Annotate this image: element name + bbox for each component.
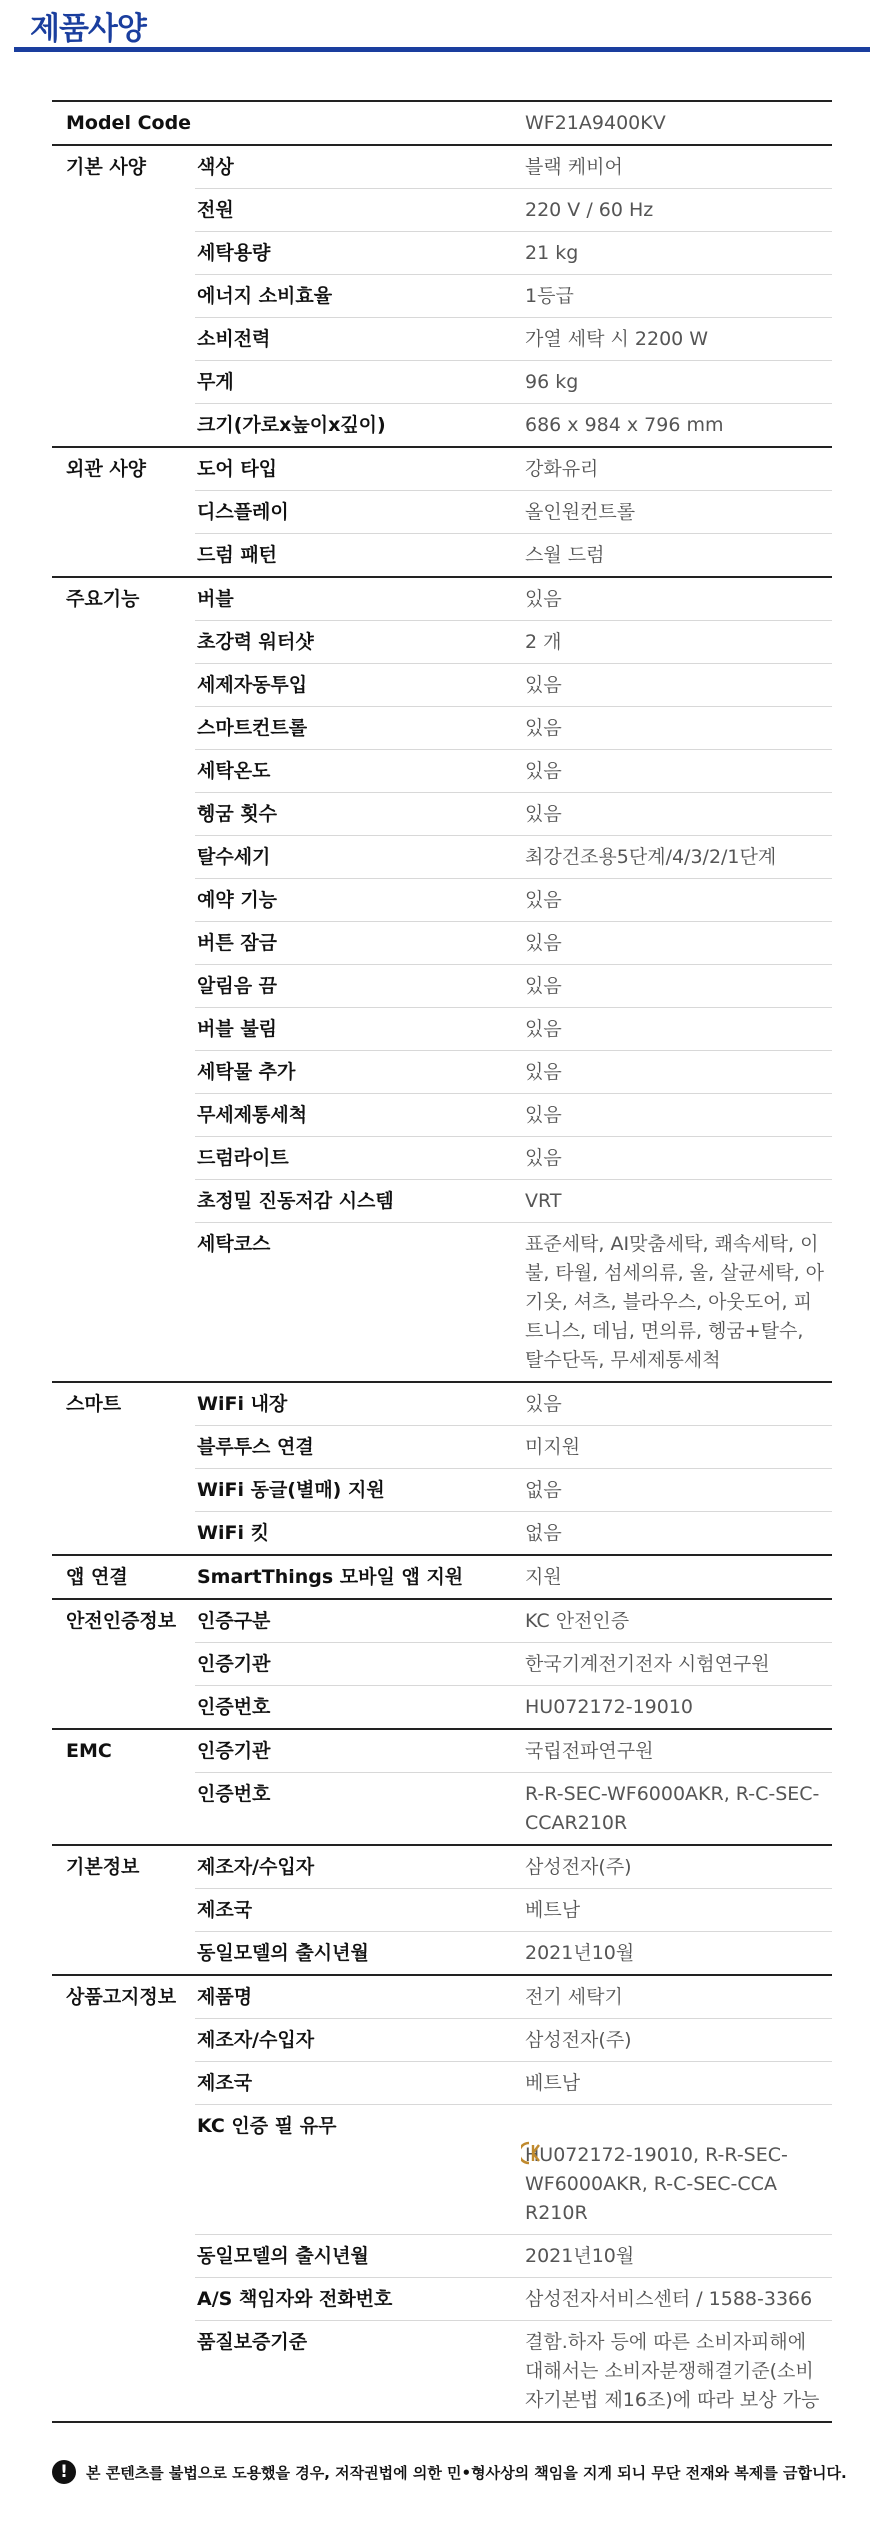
spec-name: 인증기관 — [195, 1643, 511, 1686]
spec-name: SmartThings 모바일 앱 지원 — [195, 1555, 511, 1599]
spec-name: 에너지 소비효율 — [195, 275, 511, 318]
spec-category — [52, 750, 195, 793]
spec-category: 상품고지정보 — [52, 1975, 195, 2019]
spec-value: 없음 — [511, 1469, 832, 1512]
spec-category — [52, 965, 195, 1008]
spec-category: 기본 사양 — [52, 145, 195, 189]
spec-name: 스마트컨트롤 — [195, 707, 511, 750]
spec-row — [52, 2278, 832, 2321]
spec-name: 초강력 워터샷 — [195, 621, 511, 664]
spec-category: 주요기능 — [52, 577, 195, 621]
spec-name: 소비전력 — [195, 318, 511, 361]
spec-category — [52, 1469, 195, 1512]
spec-name: 탈수세기 — [195, 836, 511, 879]
spec-row — [52, 707, 832, 750]
spec-row — [52, 2019, 832, 2062]
page-header — [14, 0, 870, 52]
spec-category — [52, 1180, 195, 1223]
spec-category — [52, 1889, 195, 1932]
spec-name: 도어 타입 — [195, 447, 511, 491]
spec-category — [52, 2019, 195, 2062]
spec-category — [52, 1051, 195, 1094]
spec-category — [52, 2062, 195, 2105]
spec-row — [52, 922, 832, 965]
spec-value: VRT — [511, 1180, 832, 1223]
spec-name: 버블 — [195, 577, 511, 621]
spec-row — [52, 1555, 832, 1599]
spec-value: 2021년10월 — [511, 2235, 832, 2278]
spec-value: 삼성전자(주) — [511, 1845, 832, 1889]
spec-name: 버블 불림 — [195, 1008, 511, 1051]
spec-category — [52, 2235, 195, 2278]
spec-row — [52, 1051, 832, 1094]
spec-row — [52, 1729, 832, 1773]
spec-category — [52, 404, 195, 448]
spec-value: 국립전파연구원 — [511, 1729, 832, 1773]
spec-row — [52, 664, 832, 707]
spec-category — [52, 2105, 195, 2235]
spec-name: WiFi 킷 — [195, 1512, 511, 1556]
spec-row — [52, 1932, 832, 1976]
spec-name: 예약 기능 — [195, 879, 511, 922]
spec-category — [52, 189, 195, 232]
spec-row — [52, 1889, 832, 1932]
page-title: 제품사양 — [30, 11, 146, 47]
spec-row — [52, 1094, 832, 1137]
spec-category — [52, 1932, 195, 1976]
spec-value: 가열 세탁 시 2200 W — [511, 318, 832, 361]
spec-category — [52, 621, 195, 664]
copyright-notice — [52, 2460, 852, 2484]
spec-value: 표준세탁, AI맞춤세탁, 쾌속세탁, 이불, 타월, 섬세의류, 울, 살균세탁, 아기옷, 셔츠, 블라우스, 아웃도어, 피트니스, 데님, 면의류, 헹굼+탈수, 탈수단독, 무세제통세척 — [511, 1223, 832, 1383]
exclamation-circle-icon: ! — [52, 2460, 76, 2484]
spec-row — [52, 1008, 832, 1051]
spec-row — [52, 2105, 832, 2235]
spec-name: 무세제통세척 — [195, 1094, 511, 1137]
spec-row — [52, 1773, 832, 1846]
spec-row — [52, 750, 832, 793]
spec-row — [52, 318, 832, 361]
spec-name: 인증기관 — [195, 1729, 511, 1773]
spec-category: EMC — [52, 1729, 195, 1773]
kc-value-text: HU072172-19010, R-R-SEC-WF6000AKR, R-C-SEC-CCA R210R — [525, 2144, 788, 2224]
spec-row — [52, 577, 832, 621]
spec-name — [195, 101, 511, 145]
spec-value: 1등급 — [511, 275, 832, 318]
spec-category: 외관 사양 — [52, 447, 195, 491]
spec-row — [52, 491, 832, 534]
spec-row — [52, 534, 832, 578]
spec-row — [52, 447, 832, 491]
spec-value: 있음 — [511, 750, 832, 793]
spec-row — [52, 2062, 832, 2105]
spec-name: 헹굼 횟수 — [195, 793, 511, 836]
spec-category — [52, 2278, 195, 2321]
spec-category — [52, 922, 195, 965]
spec-category — [52, 1223, 195, 1383]
spec-category — [52, 793, 195, 836]
spec-category — [52, 491, 195, 534]
spec-row — [52, 1223, 832, 1383]
spec-name: 무게 — [195, 361, 511, 404]
spec-row — [52, 1426, 832, 1469]
spec-value: 220 V / 60 Hz — [511, 189, 832, 232]
kc-mark-icon — [521, 2140, 541, 2166]
spec-row — [52, 1512, 832, 1556]
spec-value: WF21A9400KV — [511, 101, 832, 145]
spec-value: 강화유리 — [511, 447, 832, 491]
spec-row — [52, 275, 832, 318]
spec-name: 동일모델의 출시년월 — [195, 1932, 511, 1976]
spec-value: 있음 — [511, 965, 832, 1008]
spec-category — [52, 1008, 195, 1051]
spec-name: 인증번호 — [195, 1773, 511, 1846]
spec-value: 있음 — [511, 879, 832, 922]
spec-name: 세제자동투입 — [195, 664, 511, 707]
spec-row — [52, 1845, 832, 1889]
spec-value: 스월 드럼 — [511, 534, 832, 578]
spec-category — [52, 1137, 195, 1180]
spec-category: 앱 연결 — [52, 1555, 195, 1599]
spec-name: 동일모델의 출시년월 — [195, 2235, 511, 2278]
spec-value: 있음 — [511, 577, 832, 621]
spec-row — [52, 793, 832, 836]
spec-name: 제품명 — [195, 1975, 511, 2019]
spec-category — [52, 534, 195, 578]
spec-name: 디스플레이 — [195, 491, 511, 534]
spec-name: 제조자/수입자 — [195, 1845, 511, 1889]
spec-name: 드럼 패턴 — [195, 534, 511, 578]
spec-value: 있음 — [511, 664, 832, 707]
spec-value: 베트남 — [511, 1889, 832, 1932]
spec-category — [52, 1773, 195, 1846]
spec-row — [52, 836, 832, 879]
spec-value: KC 안전인증 — [511, 1599, 832, 1643]
spec-name: 세탁온도 — [195, 750, 511, 793]
spec-category — [52, 232, 195, 275]
spec-value: 2021년10월 — [511, 1932, 832, 1976]
spec-name: WiFi 동글(별매) 지원 — [195, 1469, 511, 1512]
spec-row — [52, 404, 832, 448]
spec-value — [511, 2105, 832, 2235]
spec-value: 있음 — [511, 1094, 832, 1137]
spec-row — [52, 232, 832, 275]
spec-row — [52, 1975, 832, 2019]
spec-row — [52, 1686, 832, 1730]
spec-name: 세탁용량 — [195, 232, 511, 275]
spec-value: R-R-SEC-WF6000AKR, R-C-SEC-CCAR210R — [511, 1773, 832, 1846]
spec-name: 버튼 잠금 — [195, 922, 511, 965]
spec-row — [52, 189, 832, 232]
spec-name: 초정밀 진동저감 시스템 — [195, 1180, 511, 1223]
spec-value: 2 개 — [511, 621, 832, 664]
spec-name: 크기(가로x높이x깊이) — [195, 404, 511, 448]
spec-name: 인증번호 — [195, 1686, 511, 1730]
spec-value: 있음 — [511, 1382, 832, 1426]
spec-value: 지원 — [511, 1555, 832, 1599]
spec-value: 있음 — [511, 922, 832, 965]
spec-value: 블랙 케비어 — [511, 145, 832, 189]
spec-category — [52, 275, 195, 318]
spec-row — [52, 101, 832, 145]
spec-name: 알림음 끔 — [195, 965, 511, 1008]
spec-value: 결함.하자 등에 따른 소비자피해에 대해서는 소비자분쟁해결기준(소비자기본법 제16조)에 따라 보상 가능 — [511, 2321, 832, 2423]
spec-value: 전기 세탁기 — [511, 1975, 832, 2019]
spec-value: 삼성전자(주) — [511, 2019, 832, 2062]
spec-category: Model Code — [52, 101, 195, 145]
spec-value: 96 kg — [511, 361, 832, 404]
spec-value: 최강건조용5단계/4/3/2/1단계 — [511, 836, 832, 879]
spec-value: 있음 — [511, 1008, 832, 1051]
spec-row — [52, 1643, 832, 1686]
spec-name: 세탁물 추가 — [195, 1051, 511, 1094]
spec-value: 한국기계전기전자 시험연구원 — [511, 1643, 832, 1686]
spec-row — [52, 2321, 832, 2423]
spec-row — [52, 1469, 832, 1512]
spec-name: 품질보증기준 — [195, 2321, 511, 2423]
spec-value: 없음 — [511, 1512, 832, 1556]
spec-category — [52, 836, 195, 879]
spec-category — [52, 707, 195, 750]
spec-category: 안전인증정보 — [52, 1599, 195, 1643]
spec-name: 전원 — [195, 189, 511, 232]
spec-row — [52, 879, 832, 922]
spec-category — [52, 2321, 195, 2423]
spec-category — [52, 1643, 195, 1686]
spec-category: 기본정보 — [52, 1845, 195, 1889]
spec-name: A/S 책임자와 전화번호 — [195, 2278, 511, 2321]
spec-name: KC 인증 필 유무 — [195, 2105, 511, 2235]
spec-row — [52, 1180, 832, 1223]
spec-table — [52, 100, 832, 2423]
spec-value: 686 x 984 x 796 mm — [511, 404, 832, 448]
spec-category — [52, 664, 195, 707]
spec-value: 베트남 — [511, 2062, 832, 2105]
spec-category — [52, 1512, 195, 1556]
spec-row — [52, 621, 832, 664]
spec-value: 올인원컨트롤 — [511, 491, 832, 534]
spec-row — [52, 1382, 832, 1426]
spec-value: 있음 — [511, 1051, 832, 1094]
spec-row — [52, 1137, 832, 1180]
spec-name: 세탁코스 — [195, 1223, 511, 1383]
spec-category — [52, 318, 195, 361]
spec-name: 색상 — [195, 145, 511, 189]
spec-category — [52, 879, 195, 922]
spec-row — [52, 965, 832, 1008]
spec-name: 제조자/수입자 — [195, 2019, 511, 2062]
spec-name: WiFi 내장 — [195, 1382, 511, 1426]
spec-name: 제조국 — [195, 2062, 511, 2105]
spec-row — [52, 361, 832, 404]
copyright-notice-text: 본 콘텐츠를 불법으로 도용했을 경우, 저작권법에 의한 민•형사상의 책임을 지게 되니 무단 전재와 복제를 금합니다. — [86, 2463, 847, 2482]
spec-value: 삼성전자서비스센터 / 1588-3366 — [511, 2278, 832, 2321]
spec-category — [52, 1686, 195, 1730]
spec-category — [52, 361, 195, 404]
spec-name: 블루투스 연결 — [195, 1426, 511, 1469]
spec-value: 있음 — [511, 793, 832, 836]
spec-row — [52, 1599, 832, 1643]
spec-row — [52, 145, 832, 189]
spec-category — [52, 1094, 195, 1137]
spec-value: 있음 — [511, 707, 832, 750]
spec-name: 드럼라이트 — [195, 1137, 511, 1180]
spec-category: 스마트 — [52, 1382, 195, 1426]
spec-name: 인증구분 — [195, 1599, 511, 1643]
spec-value: HU072172-19010 — [511, 1686, 832, 1730]
spec-value: 21 kg — [511, 232, 832, 275]
spec-row — [52, 2235, 832, 2278]
spec-value: 미지원 — [511, 1426, 832, 1469]
spec-value: 있음 — [511, 1137, 832, 1180]
spec-name: 제조국 — [195, 1889, 511, 1932]
spec-category — [52, 1426, 195, 1469]
